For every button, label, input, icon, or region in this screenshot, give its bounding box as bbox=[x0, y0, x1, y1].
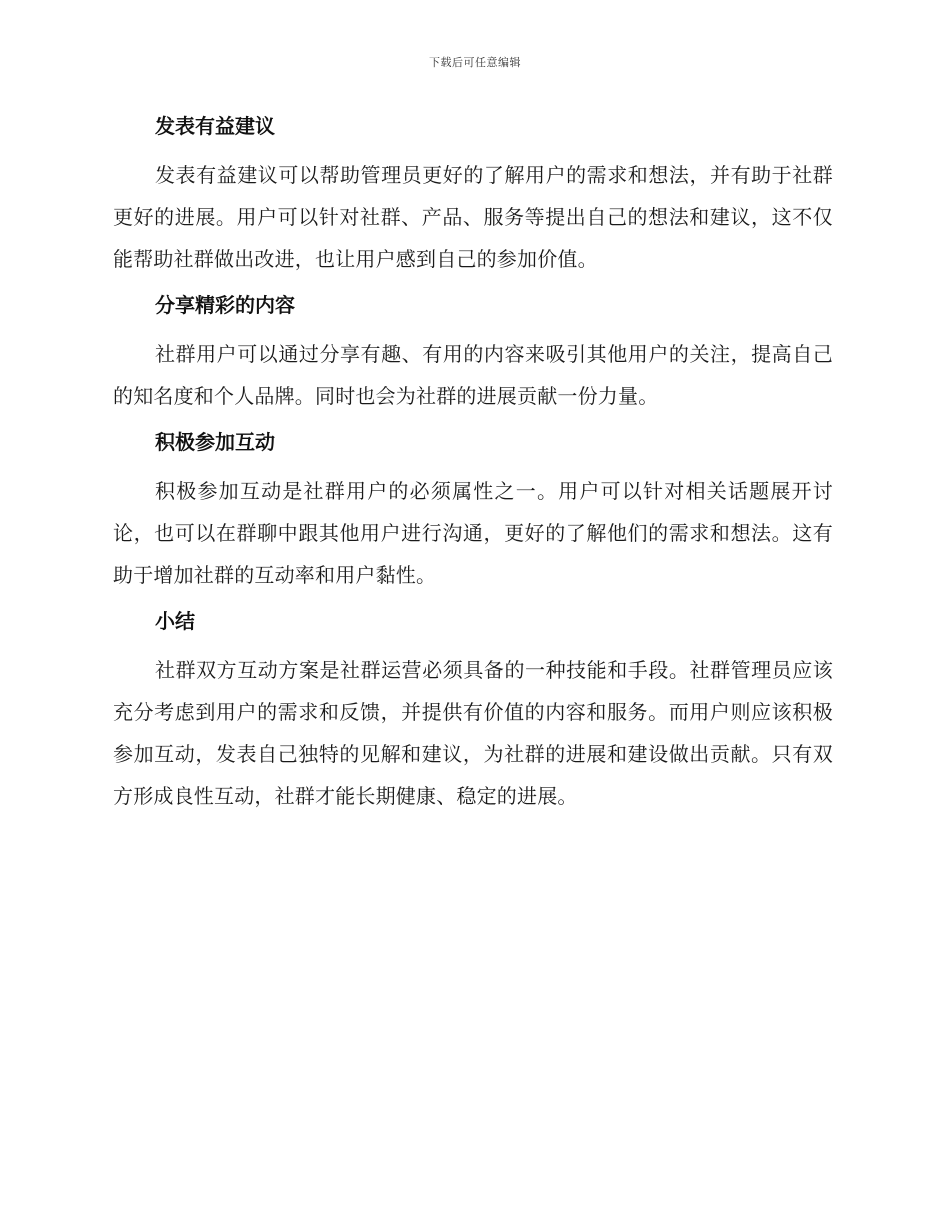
section-paragraph: 积极参加互动是社群用户的必须属性之一。用户可以针对相关话题展开讨论，也可以在群聊中跟其他用户进行沟通，更好的了解他们的需求和想法。这有助于增加社群的互动率和用户黏性。 bbox=[113, 479, 833, 587]
section-interaction bbox=[113, 424, 833, 596]
section-heading: 积极参加互动 bbox=[155, 430, 275, 454]
section-summary bbox=[113, 603, 833, 817]
section-heading: 分享精彩的内容 bbox=[155, 293, 295, 317]
section-suggestions bbox=[113, 108, 833, 280]
section-heading: 小结 bbox=[155, 609, 195, 633]
section-paragraph: 社群用户可以通过分享有趣、有用的内容来吸引其他用户的关注，提高自己的知名度和个人品牌。同时也会为社群的进展贡献一份力量。 bbox=[113, 342, 833, 408]
section-paragraph: 社群双方互动方案是社群运营必须具备的一种技能和手段。社群管理员应该充分考虑到用户的需求和反馈，并提供有价值的内容和服务。而用户则应该积极参加互动，发表自己独特的见解和建议，为社群的进展和建设做出贡献。只有双方形成良性互动，社群才能长期健康、稳定的进展。 bbox=[113, 658, 833, 808]
document-body bbox=[113, 108, 833, 824]
header-note: 下载后可任意编辑 bbox=[429, 56, 521, 69]
section-paragraph: 发表有益建议可以帮助管理员更好的了解用户的需求和想法，并有助于社群更好的进展。用户可以针对社群、产品、服务等提出自己的想法和建议，这不仅能帮助社群做出改进，也让用户感到自己的参加价值。 bbox=[113, 163, 833, 271]
section-sharing bbox=[113, 287, 833, 417]
section-heading: 发表有益建议 bbox=[155, 114, 275, 138]
